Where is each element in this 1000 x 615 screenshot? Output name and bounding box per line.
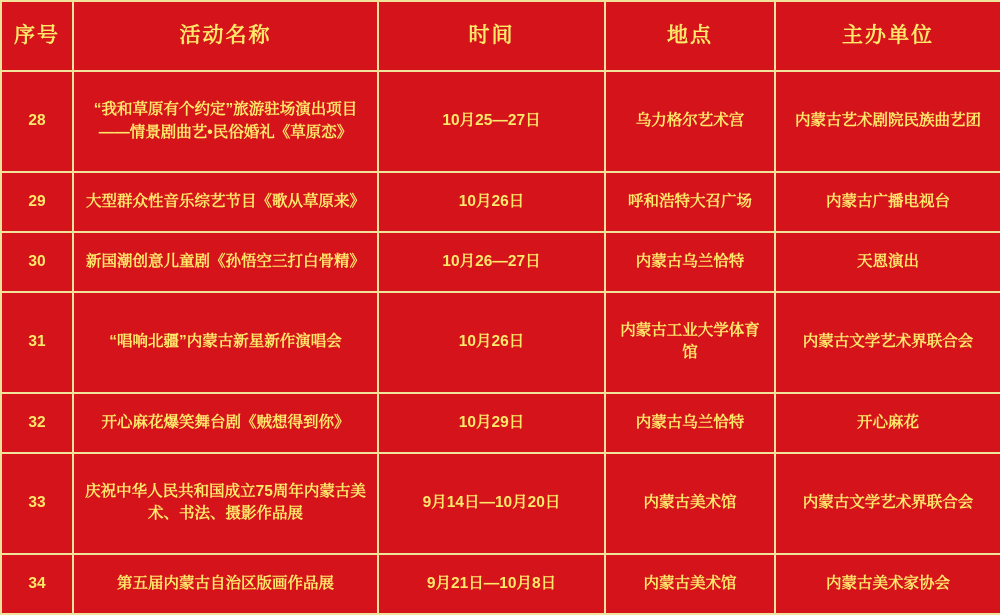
cell-time: 10月26日 <box>378 172 605 232</box>
cell-place: 内蒙古乌兰恰特 <box>605 232 775 292</box>
column-header-index: 序号 <box>1 1 73 71</box>
column-header-org: 主办单位 <box>775 1 1000 71</box>
cell-organizer: 内蒙古广播电视台 <box>775 172 1000 232</box>
table-row <box>1 71 1000 172</box>
cell-place: 内蒙古美术馆 <box>605 453 775 554</box>
cell-activity-name: 开心麻花爆笑舞台剧《贼想得到你》 <box>73 393 378 453</box>
cell-activity-name: 大型群众性音乐综艺节目《歌从草原来》 <box>73 172 378 232</box>
table-row <box>1 232 1000 292</box>
table-header <box>1 1 1000 71</box>
table-row <box>1 554 1000 614</box>
cell-place: 内蒙古工业大学体育馆 <box>605 292 775 393</box>
table-row <box>1 393 1000 453</box>
cell-time: 10月26日 <box>378 292 605 393</box>
column-header-name: 活动名称 <box>73 1 378 71</box>
cell-place: 内蒙古美术馆 <box>605 554 775 614</box>
column-header-time: 时间 <box>378 1 605 71</box>
cell-place: 内蒙古乌兰恰特 <box>605 393 775 453</box>
cell-organizer: 内蒙古文学艺术界联合会 <box>775 292 1000 393</box>
table-body <box>1 71 1000 614</box>
cell-activity-name: “我和草原有个约定”旅游驻场演出项目 ——情景剧曲艺•民俗婚礼《草原恋》 <box>73 71 378 172</box>
cell-organizer: 天恩演出 <box>775 232 1000 292</box>
cell-place: 乌力格尔艺术宫 <box>605 71 775 172</box>
cell-organizer: 开心麻花 <box>775 393 1000 453</box>
table-header-row <box>1 1 1000 71</box>
cell-time: 10月26—27日 <box>378 232 605 292</box>
cell-time: 9月21日—10月8日 <box>378 554 605 614</box>
cell-organizer: 内蒙古美术家协会 <box>775 554 1000 614</box>
cell-time: 10月25—27日 <box>378 71 605 172</box>
cell-index: 30 <box>1 232 73 292</box>
cell-index: 32 <box>1 393 73 453</box>
cell-organizer: 内蒙古艺术剧院民族曲艺团 <box>775 71 1000 172</box>
cell-organizer: 内蒙古文学艺术界联合会 <box>775 453 1000 554</box>
cell-activity-name: 庆祝中华人民共和国成立75周年内蒙古美术、书法、摄影作品展 <box>73 453 378 554</box>
cell-index: 29 <box>1 172 73 232</box>
cell-index: 33 <box>1 453 73 554</box>
cell-activity-name: 第五届内蒙古自治区版画作品展 <box>73 554 378 614</box>
cell-place: 呼和浩特大召广场 <box>605 172 775 232</box>
cell-activity-name: 新国潮创意儿童剧《孙悟空三打白骨精》 <box>73 232 378 292</box>
cell-index: 28 <box>1 71 73 172</box>
table-row <box>1 172 1000 232</box>
cell-index: 31 <box>1 292 73 393</box>
column-header-place: 地点 <box>605 1 775 71</box>
table-row <box>1 292 1000 393</box>
table-row <box>1 453 1000 554</box>
cell-index: 34 <box>1 554 73 614</box>
cell-time: 10月29日 <box>378 393 605 453</box>
cell-time: 9月14日—10月20日 <box>378 453 605 554</box>
cell-activity-name: “唱响北疆”内蒙古新星新作演唱会 <box>73 292 378 393</box>
